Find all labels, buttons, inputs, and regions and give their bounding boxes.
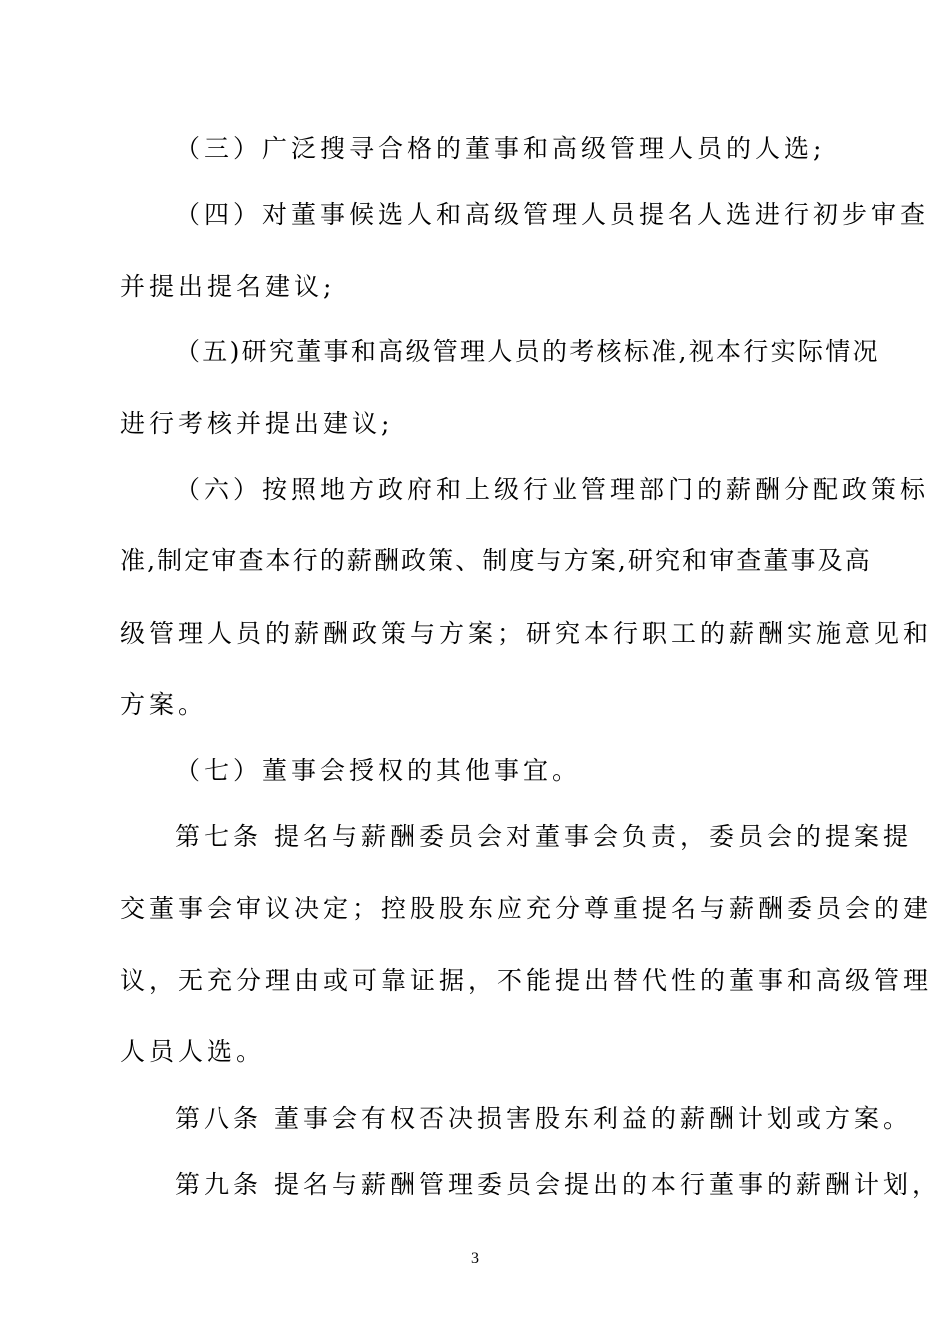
paragraph-item-6-line-3: 级管理人员的薪酬政策与方案；研究本行职工的薪酬实施意见和: [120, 619, 933, 648]
paragraph-item-4-line-1: （四）对董事候选人和高级管理人员提名人选进行初步审查: [175, 200, 930, 229]
paragraph-item-6-line-4: 方案。: [120, 690, 208, 719]
page-number: 3: [471, 1250, 479, 1267]
article-8: 第八条 董事会有权否决损害股东利益的薪酬计划或方案。: [175, 1104, 912, 1133]
article-7-line-2: 交董事会审议决定；控股股东应充分尊重提名与薪酬委员会的建: [120, 894, 933, 923]
article-7-line-4: 人员人选。: [120, 1037, 266, 1066]
paragraph-item-5-line-2: 进行考核并提出建议;: [120, 409, 394, 438]
paragraph-item-3: （三）广泛搜寻合格的董事和高级管理人员的人选;: [175, 134, 826, 163]
article-7-line-1: 第七条 提名与薪酬委员会对董事会负责，委员会的提案提: [175, 822, 912, 851]
paragraph-item-6-line-1: （六）按照地方政府和上级行业管理部门的薪酬分配政策标: [175, 475, 930, 504]
paragraph-item-7: （七）董事会授权的其他事宜。: [175, 756, 582, 785]
paragraph-item-5-line-1: （五)研究董事和高级管理人员的考核标准,视本行实际情况: [175, 337, 880, 366]
paragraph-item-6-line-2: 准,制定审查本行的薪酬政策、制度与方案,研究和审查董事及高: [120, 546, 872, 575]
article-7-line-3: 议，无充分理由或可靠证据，不能提出替代性的董事和高级管理: [120, 966, 933, 995]
article-9-line-1: 第九条 提名与薪酬管理委员会提出的本行董事的薪酬计划，: [175, 1170, 941, 1199]
paragraph-item-4-line-2: 并提出提名建议;: [120, 272, 336, 301]
